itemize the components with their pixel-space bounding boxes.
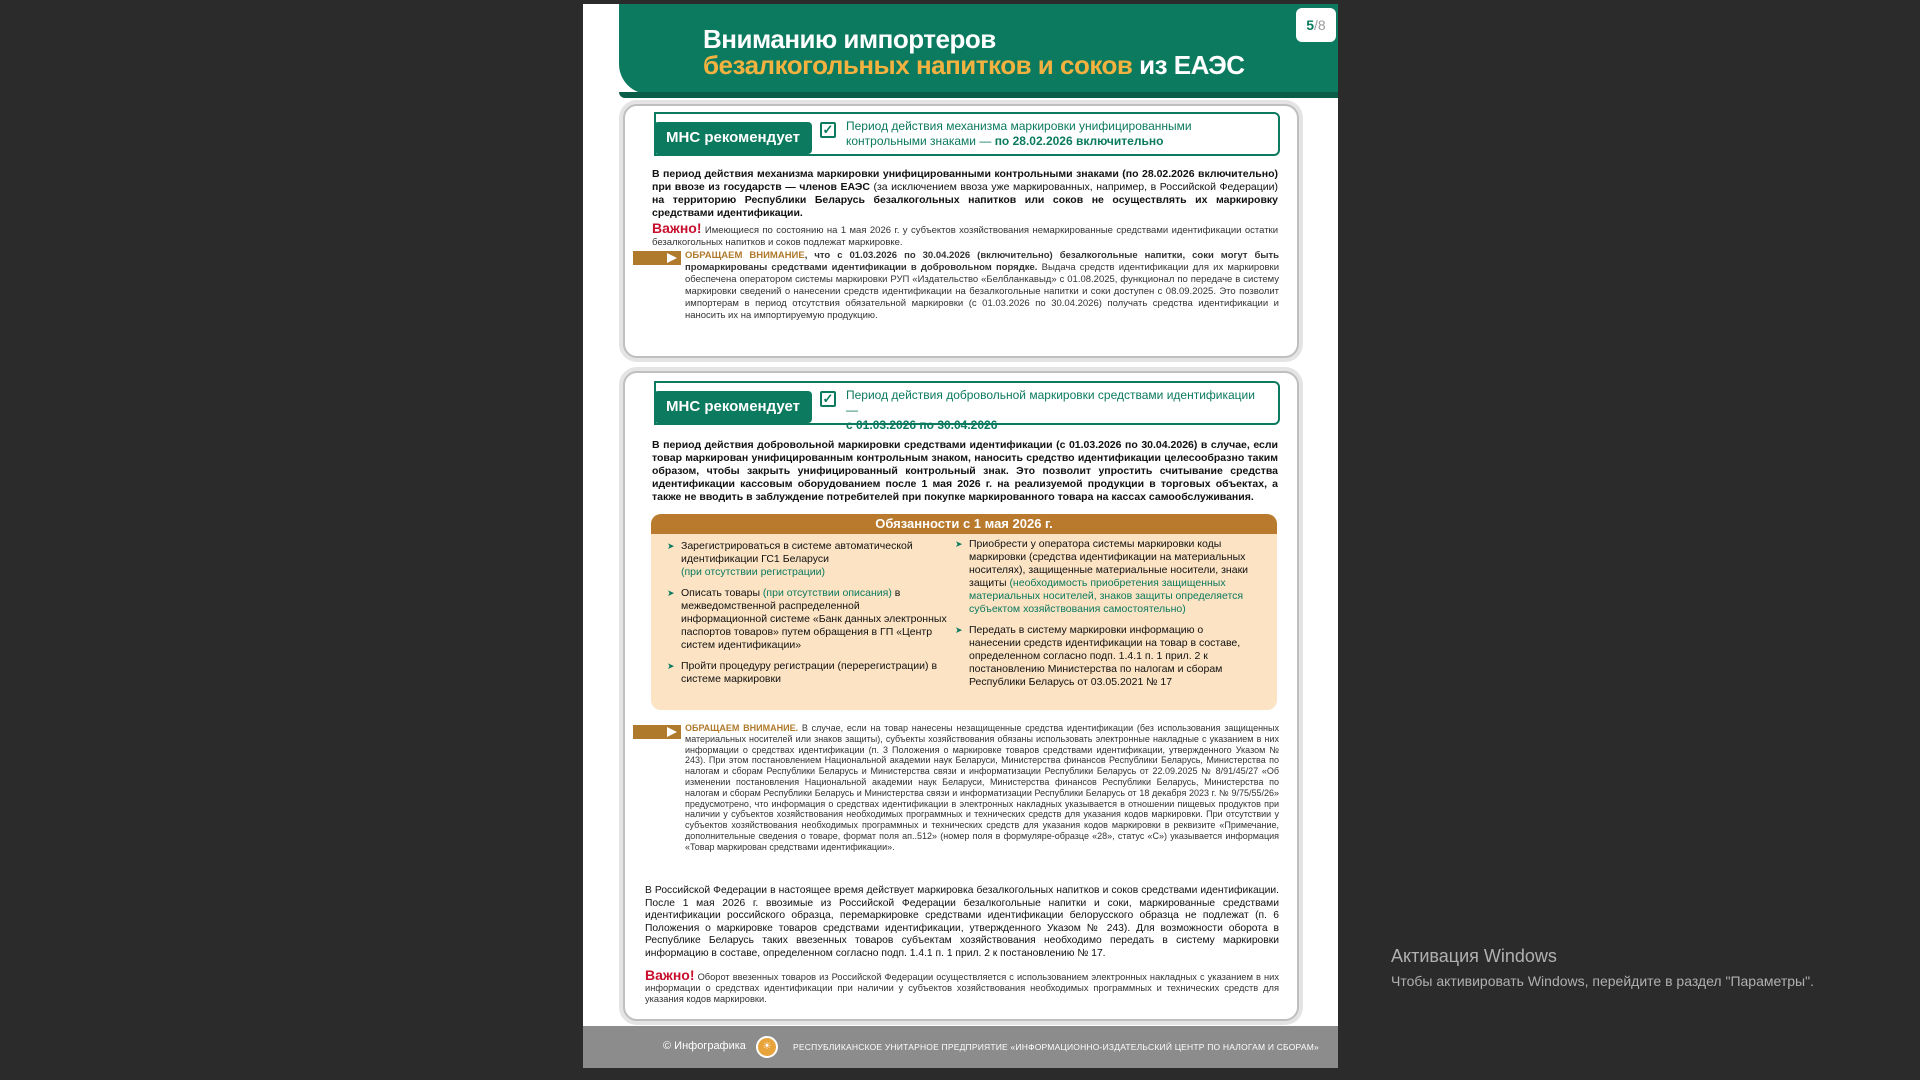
page-title-line2 <box>703 50 1244 81</box>
duty-text: Приобрести у оператора системы маркировки коды маркировки (средства идентификации на материальных носителях), защищенные материальные носители, знаки защиты <box>969 538 1249 589</box>
attention-note <box>685 723 1279 853</box>
attention-label: ОБРАЩАЕМ ВНИМАНИЕ <box>685 250 805 261</box>
important-note <box>652 222 1278 249</box>
checkbox-icon: ✓ <box>820 391 836 407</box>
attention-text: Выдача средств идентификации для их маркировки обеспечена оператором системы маркировки РУП «Издательство «Белбланкавыд» с 01.08.2025, функционал по передаче в систему маркировки сведений о нанесении средств идентификации на безалкогольные напитки и соки доступен с 08.09.2025. Это позволит импортерам в период отсутствия обязательной маркировки (с 01.03.2026 по 30.04.2026) получать средства идентификации и наносить их на импортируемую продукцию. <box>685 262 1280 321</box>
main-bold: В период действия механизма маркировки унифицированными контрольными знаками (по 28.02.2026 включительно) при ввозе из государств — членов ЕАЭС <box>652 168 1278 193</box>
duties-left-column <box>667 540 947 694</box>
rf-paragraph: В Российской Федерации в настоящее время действует маркировка безалкогольных напитков и соков средствами идентификации. После 1 мая 2026 г. ввозимые из Российской Федерации безалкогольные напитки и соки, маркированные средствами идентификации российского образца, перемаркировке средствами идентификации белорусского образца не подлежат (п. 6 Положения о маркировке товаров средствами идентификации, утвержденного Указом № 243). Для возможности оборота в Республике Беларусь таких ввезенных товаров субъектам хозяйствования необходимо передать в систему маркировки информацию в составе, определенном согласно подп. 1.4.1 п. 1 прил. 2 к постановлению № 17. <box>645 885 1279 959</box>
recommendation-banner <box>654 112 1280 156</box>
rec-text-normal: Период действия механизма маркировки унифицированными контрольными знаками — <box>846 119 1192 148</box>
attention-label: ОБРАЩАЕМ ВНИМАНИЕ. <box>685 723 799 733</box>
duty-note: (при отсутствии описания) <box>762 587 892 599</box>
important-label: Важно! <box>645 967 695 983</box>
page-title-line1: Вниманию импортеров <box>703 24 996 54</box>
attention-bold: , что с 01.03.2026 по 30.04.2026 (включительно) безалкогольные напитки, соки могут быть промаркированы средствами идентификации в добровольном порядке. <box>685 250 1280 273</box>
mns-badge: МНС рекомендует <box>654 391 812 423</box>
page-footer <box>583 1026 1338 1068</box>
rec-text-bold: с 01.03.2026 по 30.04.2026 <box>846 418 998 432</box>
duty-text: Передать в систему маркировки информацию о нанесении средств идентификации на товар в составе, определенном согласно подп. 1.4.1 п. 1 прил. 2 к постановлению Министерства по налогам и сборам Республики Беларусь от 03.05.2021 № 17 <box>969 624 1241 688</box>
duty-item <box>955 624 1255 689</box>
duty-note: (необходимость приобретения защищенных материальных носителей, знаков защиты определяется субъектом хозяйствования самостоятельно) <box>969 577 1244 615</box>
emblem-icon: ☀ <box>756 1036 778 1058</box>
duty-item <box>667 660 947 686</box>
activation-subtitle: Чтобы активировать Windows, перейдите в раздел "Параметры". <box>1391 973 1814 989</box>
header-strip <box>619 92 1338 98</box>
windows-activation-watermark <box>1391 946 1814 989</box>
title-highlight: безалкогольных напитков и соков <box>703 50 1133 80</box>
important-note <box>645 967 1279 1005</box>
page-number-badge <box>1296 8 1336 42</box>
main-bold: В период действия добровольной маркировки средствами идентификации (с 01.03.2026 по 30.04.2026) в случае, если товар маркирован унифицированным контрольным знаком, наносить средство идентификации целесообразно таким образом, чтобы закрыть унифицированный контрольный знак. Это позволит упростить считывание средства идентификации кассовым оборудованием после 1 мая 2026 г. на реализуемой продукции в торговых объектах, а также не вводить в заблуждение потребителей при покупке маркированного товара на кассах самообслуживания. <box>652 439 1278 503</box>
duty-item <box>667 587 947 652</box>
rec-text-bold: по 28.02.2026 включительно <box>994 134 1164 148</box>
main-paragraph <box>652 439 1278 504</box>
main-normal: (за исключением ввоза уже маркированных, например, в Российской Федерации) <box>873 181 1279 193</box>
duty-item <box>667 540 947 579</box>
page-header <box>619 4 1338 94</box>
recommendation-banner <box>654 381 1280 432</box>
arrow-icon <box>633 725 681 739</box>
duty-text: Пройти процедуру регистрации (перерегистрации) в системе маркировки <box>681 660 938 685</box>
recommendation-text <box>846 119 1266 149</box>
main-paragraph <box>652 168 1278 220</box>
attention-text: В случае, если на товар нанесены незащищенные средства идентификации (без использования защищенных материальных носителей или знаков защиты), субъекты хозяйствования обязаны использовать электронные накладные с указанием в них информации о средствах идентификации (п. 3 Положения о маркировке товаров средствами идентификации, утвержденного Указом № 243). При этом постановлением Национальной академии наук Беларуси, Министерства финансов Республики Беларусь, Министерства по налогам и сборам Республики Беларусь и Министерства связи и информатизации Республики Беларусь от 22.09.2025 № 8/91/45/27 «Об изменении постановления Национальной академии наук Беларуси, Министерства финансов Республики Беларусь, Министерства по налогам и сборам Республики Беларусь и Министерства связи и информатизации Республики Беларусь от 18 декабря 2023 г. № 9/75/55/26» предусмотрено, что информация о средствах идентификации в электронных накладных указывается в отношении пищевых продуктов при наличии у субъектов хозяйствования необходимых программных и технических средств для указания кодов маркировки. При отсутствии у субъектов хозяйствования необходимых программных и технических средств для указания кодов маркировки в реквизите «Примечание, дополнительные сведения о товаре, формат поля ап..512» (номер поля в формуляре-образце «28», статус «С») указывается информация «Товар маркирован средствами идентификации». <box>685 723 1279 852</box>
page-total: /8 <box>1314 17 1326 33</box>
recommendation-text <box>846 388 1266 433</box>
document-page <box>583 4 1338 1068</box>
recommendation-card-1 <box>623 104 1299 358</box>
duty-text: Зарегистрироваться в системе автоматической идентификации ГС1 Беларуси <box>681 540 913 565</box>
duty-text-2: в межведомственной распределенной информационной системе «Банк данных электронных паспортов товаров» путем обращения в ГП «Центр систем идентификации» <box>681 587 947 651</box>
duties-right-column <box>955 538 1255 697</box>
recommendation-card-2 <box>623 371 1299 1021</box>
duties-title: Обязанности с 1 мая 2026 г. <box>651 514 1277 534</box>
attention-note <box>685 250 1279 322</box>
mns-badge: МНС рекомендует <box>654 122 812 154</box>
duty-item <box>955 538 1255 616</box>
duty-note: (при отсутствии регистрации) <box>681 566 825 578</box>
important-label: Важно! <box>652 220 702 236</box>
page-number: 5 <box>1306 17 1315 33</box>
duties-box <box>651 514 1277 710</box>
footer-organization: РЕСПУБЛИКАНСКОЕ УНИТАРНОЕ ПРЕДПРИЯТИЕ «ИНФОРМАЦИОННО-ИЗДАТЕЛЬСКИЙ ЦЕНТР ПО НАЛОГАМ И СБОРАМ» <box>793 1042 1319 1052</box>
rec-text-normal: Период действия добровольной маркировки средствами идентификации — <box>846 388 1255 417</box>
checkbox-icon: ✓ <box>820 122 836 138</box>
important-text: Оборот ввезенных товаров из Российской Федерации осуществляется с использованием электронных накладных с указанием в них информации о средствах идентификации при наличии у субъектов хозяйствования необходимых программных и технических средств для указания кодов маркировки. <box>645 972 1279 1004</box>
footer-copyright: © Инфографика <box>663 1040 746 1052</box>
arrow-icon <box>633 251 681 265</box>
important-text: Имеющиеся по состоянию на 1 мая 2026 г. у субъектов хозяйствования немаркированные средствами идентификации остатки безалкогольных напитков и соков подлежат маркировке. <box>652 225 1279 248</box>
activation-title: Активация Windows <box>1391 946 1557 966</box>
duty-text: Описать товары <box>681 587 760 599</box>
main-bold-2: на территорию Республики Беларусь безалкогольных напитков или соков не осуществлять их маркировку средствами идентификации. <box>652 194 1278 219</box>
title-suffix: из ЕАЭС <box>1139 50 1245 80</box>
